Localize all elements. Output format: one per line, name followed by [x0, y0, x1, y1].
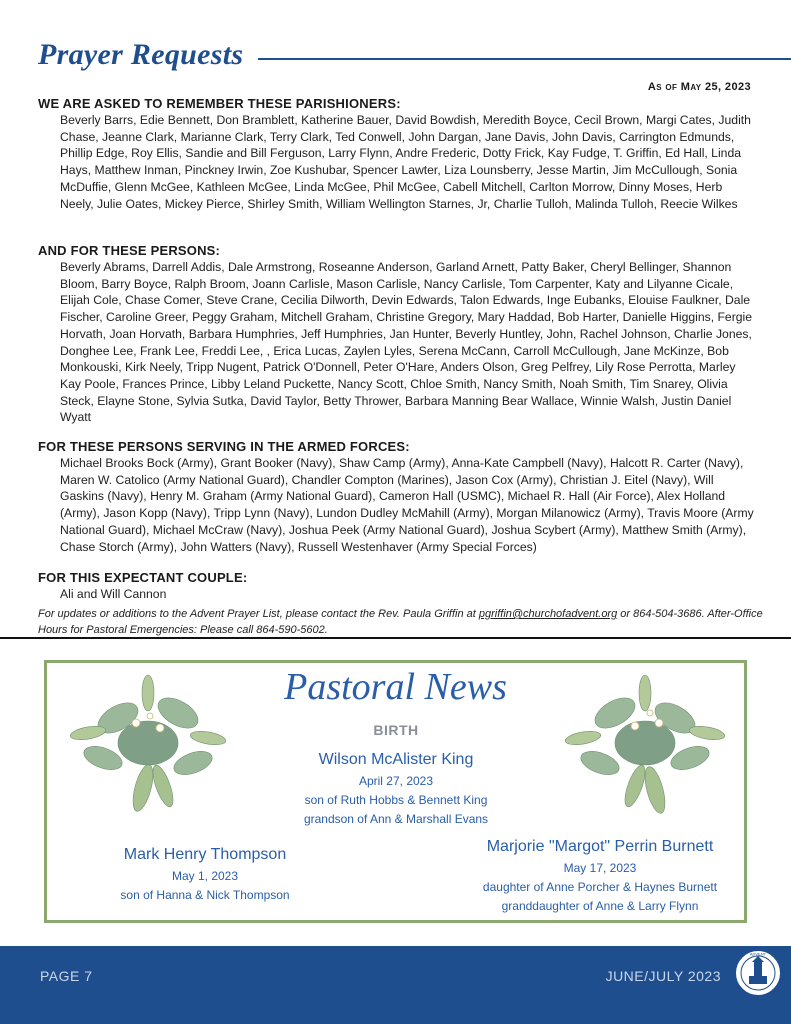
- page-footer: [0, 946, 791, 1024]
- section-persons: [38, 243, 758, 426]
- birth-date: May 1, 2023: [171, 869, 239, 883]
- section-names: Michael Brooks Bock (Army), Grant Booker (Navy), Shaw Camp (Army), Anna-Kate Campbell (Navy), Halcott R. Carter (Navy), Maren W. Catolico (Army National Guard), Chandler Compton (Marines), Jason Cox (Army), Christian J. Eitel (Navy), Will Gaskins (Navy), Henry M. Graham (Army National Guard), Cameron Hall (USMC), Michael R. Hall (Air Force), Alex Holland (Army), Jason Kopp (Navy), Tripp Lynn (Navy), Lundon Dudley McMahill (Army), Morgan Milanowicz (Army), Travis Moore (Army National Guard), Michael McCraw (Navy), Joshua Peek (Army National Guard), Joshua Scybert (Army), Matthew Smith (Army), Chase Storch (Army), John Watters (Navy), Russell Westenhaver (Army Special Forces): [60, 456, 754, 554]
- email-link[interactable]: pgriffin@churchofadvent.org: [478, 608, 618, 620]
- section-parishioners: [38, 96, 758, 212]
- note-text-after: or 864-504-3686. After-Office Hours for Pastoral Emergencies: Please call 864-590-5602.: [38, 608, 763, 636]
- birth-date: May 17, 2023: [563, 861, 637, 875]
- section-names: Beverly Barrs, Edie Bennett, Don Bramblett, Katherine Bauer, David Bowdish, Meredith Boyce, Cecil Brown, Margi Cates, Judith Chase, Jeanne Clark, Marianne Clark, Terry Clark, Ted Conwell, John Dargan, Jane Davis, John Davis, Carrington Edmunds, Phillip Edge, Roy Ellis, Sandie and Bill Ferguson, Larry Flynn, Andre Frederic, Dotty Frick, Kay Fudge, T. Griffin, Ed Hall, Linda Hays, Matthew Inman, Pinckney Irwin, Zoe Kushubar, Spencer Lawter, Liza Lounsberry, Jesse Martin, Jim McCullough, Sonia McDuffie, Glenn McGee, Kathleen McGee, Linda McGee, Phil McGee, Cabell Mitchell, Carlton Morrow, Dinny Moses, Herb Neely, Julie Oates, Mickey Pierce, Shirley Smith, William Wellington Starnes, Jr, Charlie Tulloh, Malinda Tulloh, Reecie Wilkes: [60, 113, 751, 211]
- grandparents: grandson of Ann & Marshall Evans: [303, 812, 489, 826]
- parents: son of Hanna & Nick Thompson: [120, 888, 290, 902]
- contact-note: [38, 606, 763, 638]
- church-seal-icon: [733, 948, 783, 998]
- baby-name: Mark Henry Thompson: [123, 846, 287, 863]
- grandparents: granddaughter of Anne & Larry Flynn: [501, 899, 699, 913]
- baby-name: Wilson McAlister King: [318, 751, 474, 768]
- section-names: Ali and Will Cannon: [60, 587, 167, 601]
- birth-entry-right: [450, 838, 750, 916]
- title-rule: [258, 58, 791, 60]
- parents: son of Ruth Hobbs & Bennett King: [304, 793, 488, 807]
- section-heading: WE ARE ASKED TO REMEMBER THESE PARISHIONERS:: [38, 96, 401, 111]
- birth-label: BIRTH: [373, 722, 419, 738]
- seal-text: ADVENT: [749, 951, 767, 957]
- note-text: For updates or additions to the Advent Prayer List, please contact the Rev. Paula Griffin at: [38, 608, 479, 620]
- issue-date: JUNE/JULY 2023: [605, 968, 721, 984]
- as-of-date: As of May 25, 2023: [647, 81, 751, 93]
- pastoral-news-title: Pastoral News: [284, 666, 507, 708]
- page-title: Prayer Requests: [38, 38, 244, 71]
- section-heading: FOR THESE PERSONS SERVING IN THE ARMED FORCES:: [38, 439, 410, 454]
- section-heading: AND FOR THESE PERSONS:: [38, 243, 221, 258]
- section-divider: [0, 637, 791, 639]
- section-heading: FOR THIS EXPECTANT COUPLE:: [38, 570, 248, 585]
- birth-date: April 27, 2023: [358, 774, 434, 788]
- page-number: PAGE 7: [40, 968, 93, 984]
- parents: daughter of Anne Porcher & Haynes Burnett: [482, 880, 718, 894]
- birth-entry-left: [80, 846, 330, 905]
- birth-entry-center: [246, 751, 546, 829]
- section-names: Beverly Abrams, Darrell Addis, Dale Armstrong, Roseanne Anderson, Garland Arnett, Patty Baker, Cheryl Bellinger, Shannon Bloom, Barry Boyce, Ralph Broom, Joann Carlisle, Mason Carlisle, Nancy Carlisle, Tom Carpenter, Katy and Lilyanne Cicale, Elijah Cole, Chase Comer, Steve Crane, Cecilia Dilworth, Devin Edwards, Talon Edwards, Inge Eubanks, Elouise Faulkner, Dale Fischer, Caroline Greer, Peggy Graham, Mitchell Graham, Christine Gregory, Mary Haddad, Bob Harter, Danielle Higgins, Fergie Horvath, Joan Horvath, Barbara Humphries, Jeff Humphries, Jan Hunter, Beverly Huntley, John, Rachel Johnson, Charlie Jones, Donghee Lee, Frank Lee, Freddi Lee, , Erica Lucas, Zaylen Lyles, Serena McCann, Carroll McCullough, Jane McKinze, Bob Monkouski, Kirk Neely, Tripp Nugent, Patrick O'Donnell, Peter O'Hare, Anders Olson, Greg Pelfrey, Lily Rose Perrotta, Marley Kay Poole, Frances Prince, Libby Leland Puckette, Nancy Scott, Chloe Smith, Nancy Smith, Noah Smith, Tim Snarey, Olivia Steck, Elayne Stone, Sylvia Sutka, David Taylor, Betty Thrower, Barbara Manning Bear Wallace, Winnie Walsh, Justin Daniel Wyatt: [60, 260, 753, 425]
- baby-name: Marjorie "Margot" Perrin Burnett: [486, 838, 714, 855]
- section-armed-forces: [38, 439, 758, 555]
- section-expectant-couple: [38, 570, 758, 603]
